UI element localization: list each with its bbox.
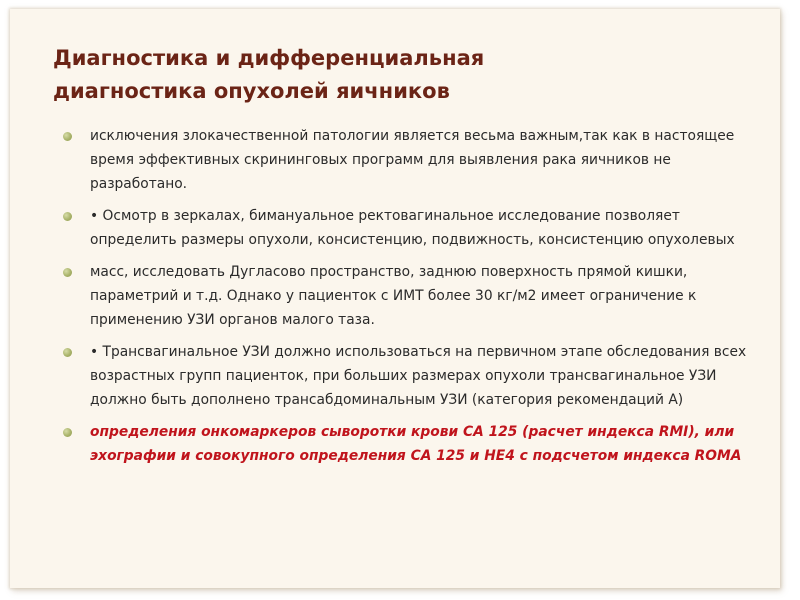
list-item-text: масс, исследовать Дугласово пространство, заднюю поверхность прямой кишки, параметрий и т.д. Однако у пациенток с ИМТ более 30 кг/м2 имеет ограничение к применению УЗИ органов малого таза. — [90, 264, 697, 328]
list-item-text: • Трансвагинальное УЗИ должно использоваться на первичном этапе обследования всех возрастных групп пациенток, при больших размерах опухоли трансвагинальное УЗИ должно быть дополнено трансабдоминальным УЗИ (категория рекомендаций А) — [90, 344, 747, 408]
olive-bullet-icon — [63, 348, 72, 357]
list-item — [60, 260, 750, 332]
list-item — [60, 124, 750, 196]
list-item — [60, 204, 750, 252]
title-line-2: диагностика опухолей яичников — [53, 79, 450, 103]
list-item-text: • Осмотр в зеркалах, бимануальное ректовагинальное исследование позволяет определить размеры опухоли, консистенцию, подвижность, консистенцию опухолевых — [90, 208, 735, 248]
list-item-text: определения онкомаркеров сыворотки крови CA 125 (расчет индекса RMI), или эхографии и совокупного определения CA 125 и HE4 с подсчетом индекса ROMA — [90, 424, 742, 464]
list-item-text: исключения злокачественной патологии является весьма важным,так как в настоящее время эффективных скрининговых программ для выявления рака яичников не разработано. — [90, 128, 735, 192]
list-item — [60, 340, 750, 412]
olive-bullet-icon — [63, 132, 72, 141]
slide-title — [53, 42, 753, 108]
slide — [10, 9, 780, 588]
olive-bullet-icon — [63, 428, 72, 437]
olive-bullet-icon — [63, 268, 72, 277]
list-item-highlighted — [60, 420, 750, 468]
title-line-1: Диагностика и дифференциальная — [53, 46, 485, 70]
olive-bullet-icon — [63, 212, 72, 221]
bullet-list — [60, 124, 750, 476]
